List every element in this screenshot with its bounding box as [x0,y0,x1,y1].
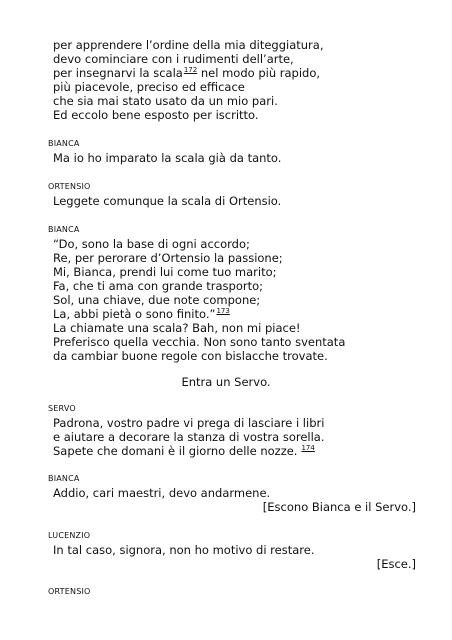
verse-line: La chiamate una scala? Bah, non mi piace! [53,321,301,335]
footnote-ref[interactable]: 172 [183,66,198,74]
speaker-name: BIANCA [48,474,80,483]
verse-line [53,444,315,460]
footnote-ref[interactable]: 173 [216,307,230,315]
speaker-name: BIANCA [48,139,80,148]
verse-line: Sol, una chiave, due note compone; [53,293,261,307]
verse-line: “Do, sono la base di ogni accordo; [53,237,250,251]
verse-line: Leggete comunque la scala di Ortensio. [53,194,282,208]
verse-line: In tal caso, signora, non ho motivo di restare. [53,543,315,557]
stage-direction: [Escono Bianca e il Servo.] [262,500,416,514]
verse-line: Re, per perorare d’Ortensio la passione; [53,251,283,265]
speaker-name: LUCENZIO [48,531,91,540]
verse-line: devo cominciare con i rudimenti dell’arte, [53,52,294,66]
verse-line: per apprendere l’ordine della mia diteggiatura, [53,38,324,52]
footnote-ref[interactable]: 174 [301,444,315,452]
verse-line: più piacevole, preciso ed efficace [53,80,245,94]
stage-direction: [Esce.] [376,557,416,571]
stage-direction: Entra un Servo. [181,375,271,389]
verse-line: che sia mai stato usato da un mio pari. [53,94,278,108]
verse-line: Mi, Bianca, prendi lui come tuo marito; [53,265,277,279]
verse-line: Ma io ho imparato la scala già da tanto. [53,151,282,165]
speaker-name: SERVO [48,404,76,413]
verse-line: Fa, che ti ama con grande trasporto; [53,279,264,293]
verse-line: Addio, cari maestri, devo andarmene. [53,486,271,500]
verse-line: Ed eccolo bene esposto per iscritto. [53,108,259,122]
verse-line: Padrona, vostro padre vi prega di lasciare i libri [53,416,325,430]
speaker-name: BIANCA [48,225,80,234]
verse-text: per insegnarvi la scala [53,66,183,80]
verse-text: nel modo più rapido, [197,66,321,80]
speaker-name: ORTENSIO [48,587,91,596]
verse-line: Preferisco quella vecchia. Non sono tanto sventata [53,335,346,349]
verse-text: Sapete che domani è il giorno delle nozze. [53,444,298,458]
verse-line: da cambiar buone regole con bislacche trovate. [53,349,328,363]
verse-text: La, abbi pietà o sono finito.” [53,307,216,321]
speaker-name: ORTENSIO [48,182,91,191]
verse-line: e aiutare a decorare la stanza di vostra sorella. [53,430,325,444]
